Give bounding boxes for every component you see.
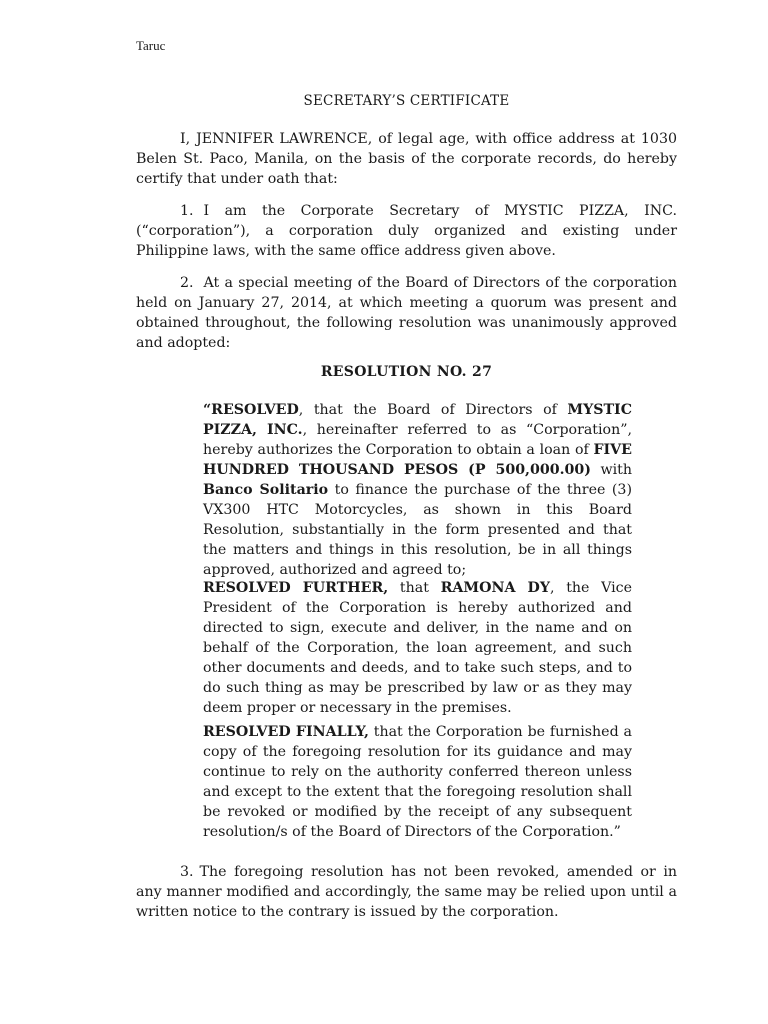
intro-paragraph — [136, 129, 677, 189]
document-title: SECRETARY’S CERTIFICATE — [303, 93, 510, 109]
resolved-2-text-a: that — [388, 580, 441, 596]
item-3-paragraph — [136, 862, 677, 922]
resolved-1-company: MYSTIC PIZZA, INC. — [203, 402, 632, 438]
item-2-text: At a special meeting of the Board of Directors of the corporation held on January 27, 2014, at which meeting a quorum was present and obtained throughout, the following resolution was unanimously approved and adopted: — [136, 275, 677, 351]
resolved-1-lead: “RESOLVED — [203, 402, 299, 418]
header-name: Taruc — [136, 38, 166, 53]
resolved-1-text-a: , that the Board of Directors of — [298, 402, 568, 418]
resolved-2-lead: RESOLVED FURTHER, — [203, 580, 389, 596]
item-2-number: 2. — [180, 275, 194, 291]
resolved-2-text-b: , the Vice President of the Corporation is hereby authorized and directed to sign, execute and deliver, in the name and on behalf of the Corporation, the loan agreement, and such other documents and deeds, and to take such steps, and to do such thing as may be prescribed by law or as they may deem proper or necessary in the premises. — [203, 580, 632, 716]
resolved-clause-1 — [203, 400, 632, 580]
resolved-1-text-b: , hereinafter referred to as “Corporation”, hereby authorizes the Corporation to obtain a loan of — [203, 422, 632, 458]
item-3-text: The foregoing resolution has not been revoked, amended or in any manner modified and accordingly, the same may be relied upon until a written notice to the contrary is issued by the corporation. — [136, 864, 677, 920]
resolved-clause-2 — [203, 578, 632, 718]
resolved-1-text-d: to finance the purchase of the three (3) VX300 HTC Motorcycles, as shown in this Board Resolution, substantially in the form presented and that the matters and things in this resolution, be in all things approved, authorized and agreed to; — [203, 482, 632, 578]
resolved-clause-3 — [203, 722, 632, 842]
intro-text: I, JENNIFER LAWRENCE, of legal age, with office address at 1030 Belen St. Paco, Manila, on the basis of the corporate records, do hereby certify that under oath that: — [136, 131, 677, 187]
resolution-title: RESOLUTION NO. 27 — [320, 364, 493, 380]
resolved-1-bank: Banco Solitario — [203, 482, 329, 498]
item-3-number: 3. — [180, 864, 194, 880]
item-2-paragraph — [136, 273, 677, 353]
resolved-1-text-c: with — [591, 462, 632, 478]
resolved-3-text: that the Corporation be furnished a copy of the foregoing resolution for its guidance and may continue to rely on the authority conferred thereon unless and except to the extent that the foregoing resolution shall be revoked or modified by the receipt of any subsequent resolution/s of the Board of Directors of the Corporation.” — [203, 724, 632, 840]
item-1-number: 1. — [180, 203, 194, 219]
resolved-2-person: RAMONA DY — [440, 580, 550, 596]
resolved-3-lead: RESOLVED FINALLY, — [203, 724, 369, 740]
item-1-text: I am the Corporate Secretary of MYSTIC PIZZA, INC. (“corporation”), a corporation duly organized and existing under Philippine laws, with the same office address given above. — [136, 203, 677, 259]
resolved-1-amount: FIVE HUNDRED THOUSAND PESOS (P 500,000.00) — [203, 442, 632, 478]
item-1-paragraph — [136, 201, 677, 261]
